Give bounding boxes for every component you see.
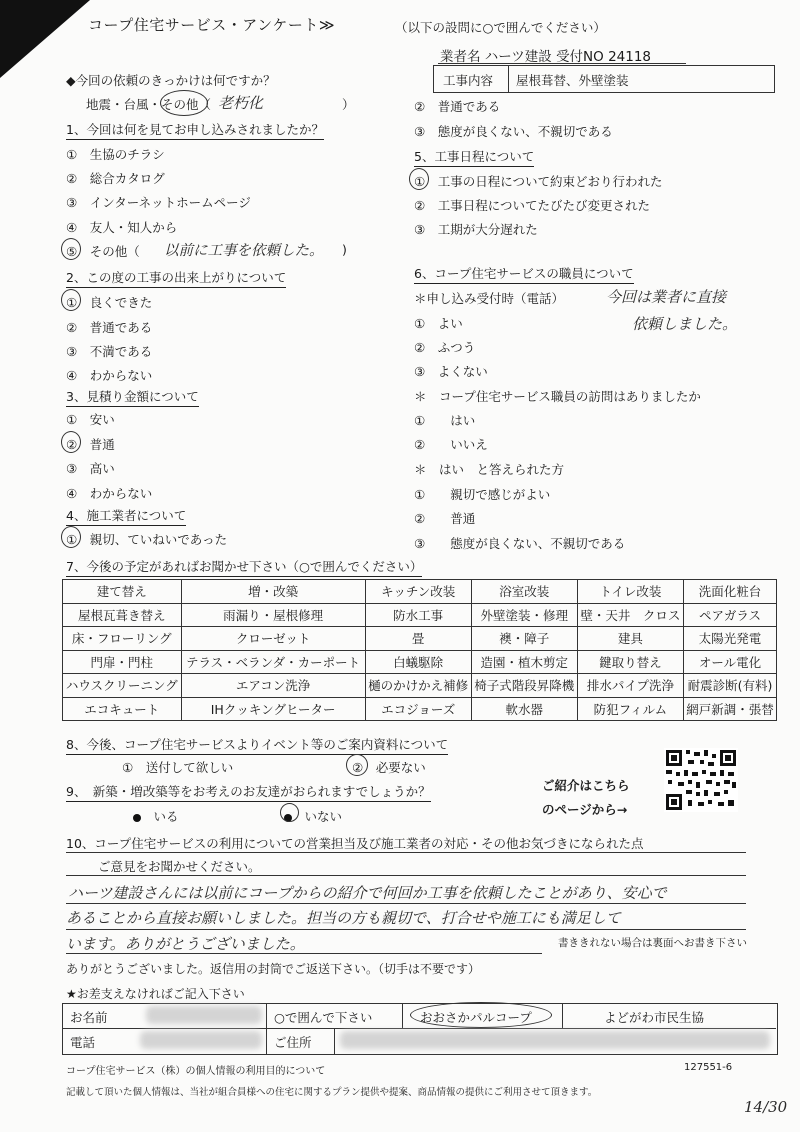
divider-coop — [562, 1003, 563, 1028]
grid-cell[interactable]: 耐震診断(有料) — [683, 674, 776, 698]
q7-plan-grid — [62, 579, 777, 721]
grid-cell[interactable]: 造園・植木剪定 — [471, 650, 577, 674]
q10-underline-2 — [66, 875, 746, 876]
q4-item-1: ① 親切、ていねいであった — [66, 532, 228, 547]
divider-circle — [402, 1003, 403, 1028]
grid-cell[interactable]: 排水パイプ洗浄 — [577, 674, 683, 698]
q6-sub3: ＊ はい と答えられた方 — [414, 462, 565, 477]
privacy-title: コープ住宅サービス（株）の個人情報の利用目的について — [66, 1066, 326, 1077]
coop-option-2[interactable]: よどがわ市民生協 — [604, 1010, 705, 1025]
grid-cell[interactable]: 太陽光発電 — [683, 627, 776, 651]
q0-handwritten-answer: 老朽化 — [218, 94, 264, 112]
q5-item-1: ① 工事の日程について約束どおり行われた — [414, 174, 663, 189]
thanks-text: ありがとうございました。返信用の封筒でご返送下さい。（切手は不要です） — [66, 962, 481, 976]
q2-item-2: ② 普通である — [66, 320, 153, 335]
grid-row — [63, 674, 777, 698]
q6-sub3-item-2: ② 普通 — [414, 511, 476, 526]
q6-handwritten-note-1: 今回は業者に直接 — [606, 288, 727, 306]
grid-cell[interactable]: 白蟻駆除 — [365, 650, 471, 674]
circle-note: ○で囲んで下さい — [274, 1010, 373, 1025]
q4-selected-circle — [61, 526, 81, 548]
grid-cell[interactable]: 雨漏り・屋根修理 — [181, 603, 365, 627]
contractor-label: 業者名 — [440, 49, 481, 65]
radio-dot-icon — [133, 814, 141, 822]
q3-item-4: ④ わからない — [66, 486, 153, 501]
address-redacted — [340, 1031, 770, 1049]
page-mark-handwritten: 14/30 — [744, 1098, 788, 1116]
qr-code-icon[interactable] — [664, 748, 738, 812]
q0-close-paren: ） — [342, 97, 355, 112]
q9-option-2[interactable]: いない — [284, 807, 342, 825]
divider-name — [266, 1003, 267, 1054]
divider-address — [334, 1028, 335, 1054]
q0-options: 地震・台風・その他（ — [86, 97, 212, 112]
grid-cell[interactable]: 畳 — [365, 627, 471, 651]
coop-option-1[interactable]: おおさかパルコープ — [420, 1010, 532, 1025]
answer-line-2 — [66, 929, 746, 930]
q6-sub2-item-2: ② いいえ — [414, 437, 488, 452]
reception-number: 受付NO 24118 — [556, 49, 652, 65]
q6-sub1-item-2: ② ふつう — [414, 340, 476, 355]
q2-item-3: ③ 不満である — [66, 344, 153, 359]
grid-cell[interactable]: 浴室改装 — [471, 580, 577, 604]
q10-handwritten-line-1: ハーツ建設さんには以前にコープからの紹介で何回か工事を依頼したことがあり、安心で — [68, 884, 667, 902]
q8-heading: 8、今後、コープ住宅サービスよりイベント等のご案内資料について — [66, 735, 448, 755]
name-redacted — [146, 1006, 262, 1024]
grid-cell[interactable]: 洗面化粧台 — [683, 580, 776, 604]
fill-note: ★お差支えなければご記入下さい — [66, 987, 245, 1001]
privacy-text: 記載して頂いた個人情報は、当社が組合員様への住宅に関するプラン提供や提案、商品情報の提供にご利用させて頂きます。 — [66, 1087, 598, 1098]
grid-cell[interactable]: 鍵取り替え — [577, 650, 683, 674]
corner-black-mark — [0, 0, 90, 78]
grid-cell[interactable]: 軟水器 — [471, 697, 577, 721]
answer-line-3 — [66, 953, 542, 954]
q1-item-5: ⑤ その他（ — [66, 244, 140, 259]
answer-line-1 — [66, 903, 746, 904]
q1-close-paren: ) — [342, 242, 347, 257]
survey-title: コープ住宅サービス・アンケート≫ — [88, 16, 336, 34]
grid-cell[interactable]: エコジョーズ — [365, 697, 471, 721]
q5-selected-circle — [409, 168, 429, 190]
q3-item-2: ② 普通 — [66, 437, 115, 452]
form-code: 127551-6 — [684, 1062, 733, 1073]
q6-sub1-item-1: ① よい — [414, 316, 463, 331]
q3-selected-circle — [61, 431, 81, 453]
q9-selected-circle — [280, 803, 299, 822]
q3-heading: 3、見積り金額について — [66, 387, 199, 407]
q8-selected-circle — [346, 754, 368, 776]
q4-item-2: ② 普通である — [414, 99, 501, 114]
grid-cell[interactable]: ペアガラス — [683, 603, 776, 627]
grid-cell[interactable]: 壁・天井 クロス — [577, 603, 683, 627]
q5-heading: 5、工事日程について — [414, 147, 534, 167]
q6-sub2: ＊ コープ住宅サービス職員の訪問はありましたか — [414, 389, 701, 404]
work-label: 工事内容 — [443, 73, 494, 88]
grid-cell[interactable]: 襖・障子 — [471, 627, 577, 651]
q9-heading: 9、 新築・増改築等をお考えのお友達がおられますでしょうか？ — [66, 782, 431, 802]
grid-cell[interactable]: 門扉・門柱 — [63, 650, 182, 674]
grid-cell[interactable]: エコキュート — [63, 697, 182, 721]
q4-item-3: ③ 態度が良くない、不親切である — [414, 124, 613, 139]
q6-handwritten-note-2: 依頼しました。 — [632, 315, 738, 333]
grid-cell[interactable]: 防水工事 — [365, 603, 471, 627]
q6-heading: 6、コープ住宅サービスの職員について — [414, 264, 634, 284]
grid-cell[interactable]: 椅子式階段昇降機 — [471, 674, 577, 698]
grid-cell[interactable]: 床・フローリング — [63, 627, 182, 651]
q1-item-2: ② 総合カタログ — [66, 171, 165, 186]
grid-cell[interactable]: トイレ改装 — [577, 580, 683, 604]
grid-cell[interactable]: 網戸新調・張替 — [683, 697, 776, 721]
q9-option-1[interactable]: いる — [133, 807, 179, 825]
q2-item-1: ① 良くできた — [66, 295, 153, 310]
q5-item-2: ② 工事日程についてたびたび変更された — [414, 198, 650, 213]
personal-info-row-divider — [62, 1028, 776, 1029]
q1-other-handwritten: 以前に工事を依頼した。 — [164, 243, 324, 259]
q8-option-1[interactable]: ① 送付して欲しい — [122, 760, 234, 775]
grid-cell[interactable]: キッチン改装 — [365, 580, 471, 604]
contractor-underline — [438, 63, 686, 64]
overflow-note: 書ききれない場合は裏面へお書き下さい — [558, 937, 747, 949]
q0-question: ◆今回の依頼のきっかけは何ですか？ — [66, 73, 276, 88]
grid-cell[interactable]: 樋のかけかえ補修 — [365, 674, 471, 698]
q2-item-4: ④ わからない — [66, 368, 153, 383]
grid-cell[interactable]: IHクッキングヒーター — [181, 697, 365, 721]
q2-selected-circle — [61, 289, 81, 311]
work-box-divider — [508, 65, 509, 92]
grid-row — [63, 627, 777, 651]
contractor-name: ハーツ建設 — [484, 49, 552, 65]
q8-option-2[interactable]: ② 必要ない — [352, 760, 426, 775]
grid-row — [63, 580, 777, 604]
q10-heading-2: ご意見をお聞かせください。 — [98, 859, 261, 874]
q1-heading: 1、今回は何を見てお申し込みされましたか？ — [66, 120, 324, 140]
contractor-line — [440, 45, 651, 65]
grid-cell[interactable]: 増・改築 — [181, 580, 365, 604]
grid-cell[interactable]: 防犯フィルム — [577, 697, 683, 721]
address-label: ご住所 — [274, 1035, 312, 1050]
intro-text-1: ご紹介はこちら — [542, 778, 630, 793]
work-value: 屋根葺替、外壁塗装 — [516, 73, 629, 88]
q10-heading-1: 10、コープ住宅サービスの利用についての営業担当及び施工業者の対応・その他お気づきになられた点 — [66, 836, 644, 851]
q1-selected-circle — [61, 238, 81, 260]
q3-item-1: ① 安い — [66, 412, 115, 427]
q6-sub3-item-3: ③ 態度が良くない、不親切である — [414, 536, 626, 551]
q1-item-4: ④ 友人・知人から — [66, 220, 178, 235]
q1-item-3: ③ インターネットホームページ — [66, 195, 251, 210]
intro-text-2: のページから→ — [542, 802, 628, 817]
q10-underline-1 — [66, 852, 746, 853]
grid-cell[interactable]: テラス・ベランダ・カーポート — [181, 650, 365, 674]
q3-item-3: ③ 高い — [66, 461, 115, 476]
q6-sub3-item-1: ① 親切で感じがよい — [414, 487, 551, 502]
grid-row — [63, 650, 777, 674]
name-label: お名前 — [70, 1010, 108, 1025]
q7-heading: 7、今後の予定があればお聞かせ下さい（○で囲んでください） — [66, 557, 422, 577]
grid-row — [63, 603, 777, 627]
q6-sub2-item-1: ① はい — [414, 413, 476, 428]
q5-item-3: ③ 工期が大分遅れた — [414, 222, 538, 237]
grid-cell[interactable]: エアコン洗浄 — [181, 674, 365, 698]
phone-redacted — [140, 1031, 262, 1049]
coop-selected-circle — [410, 1002, 552, 1028]
grid-cell[interactable]: 建て替え — [63, 580, 182, 604]
phone-label: 電話 — [70, 1035, 96, 1050]
grid-cell[interactable]: 外壁塗装・修理 — [471, 603, 577, 627]
q10-handwritten-line-3: います。ありがとうございました。 — [66, 935, 305, 953]
grid-cell[interactable]: ハウスクリーニング — [63, 674, 182, 698]
q6-sub1: ＊申し込み受付時（電話） — [414, 291, 565, 306]
survey-instruction: （以下の設問に○で囲んでください） — [395, 20, 606, 35]
q10-handwritten-line-2: あることから直接お願いしました。担当の方も親切で、打合せや施工にも満足して — [66, 909, 621, 927]
grid-cell[interactable]: 建具 — [577, 627, 683, 651]
grid-cell[interactable]: 屋根瓦葺き替え — [63, 603, 182, 627]
grid-cell[interactable]: クローゼット — [181, 627, 365, 651]
grid-row — [63, 697, 777, 721]
q4-heading: 4、施工業者について — [66, 506, 186, 526]
q2-heading: 2、この度の工事の出来上がりについて — [66, 268, 286, 288]
grid-cell[interactable]: オール電化 — [683, 650, 776, 674]
q1-item-1: ① 生協のチラシ — [66, 147, 165, 162]
q6-sub1-item-3: ③ よくない — [414, 364, 488, 379]
q0-other-circle — [160, 90, 208, 116]
